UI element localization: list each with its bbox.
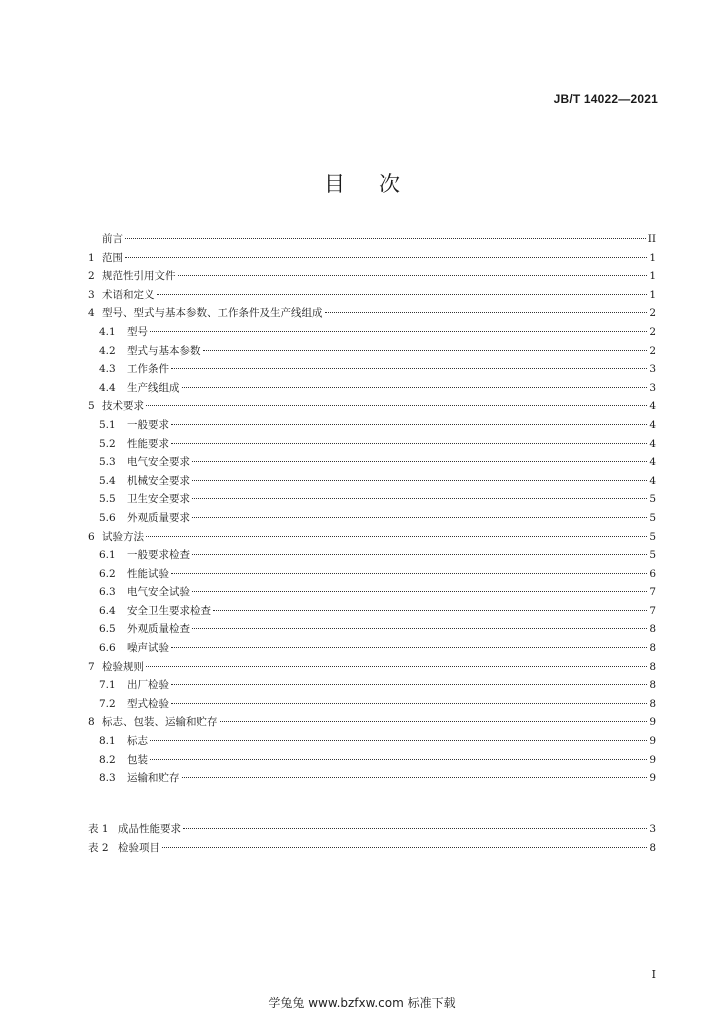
dot-leader <box>146 536 647 537</box>
toc-entry-number: 6.4 <box>99 604 123 617</box>
dot-leader <box>182 387 648 388</box>
page-title: 目次 <box>324 172 434 196</box>
toc-entry-label: 型式与基本参数 <box>127 344 201 357</box>
toc-entry-number: 5.4 <box>99 474 123 487</box>
toc-entry-label: 一般要求 <box>127 418 169 431</box>
toc-entry-label: 前言 <box>102 233 123 245</box>
toc-entry-number: 6.2 <box>99 567 123 580</box>
toc-entry[interactable] <box>88 490 656 509</box>
toc-entry[interactable] <box>88 323 656 342</box>
toc-entry-page: 3 <box>649 823 656 835</box>
dot-leader <box>171 368 647 369</box>
toc-entry-page: 4 <box>649 437 656 450</box>
toc-entry-number: 4.1 <box>99 325 123 338</box>
toc-entry-label: 检验项目 <box>118 841 160 854</box>
toc-entry-number: 5.5 <box>99 493 123 506</box>
toc-entry-page: 2 <box>649 325 656 338</box>
dot-leader <box>182 777 648 778</box>
toc-entry-number: 表 2 <box>88 841 116 854</box>
toc-entry-label: 卫生安全要求 <box>127 493 190 506</box>
toc-entry-page: 9 <box>649 772 656 785</box>
dot-leader <box>171 647 647 648</box>
toc-entry-number: 表 1 <box>88 823 116 835</box>
dot-leader <box>325 312 648 313</box>
toc-entry[interactable] <box>88 676 656 695</box>
toc-entry-label: 噪声试验 <box>127 642 169 655</box>
dot-leader <box>171 424 647 425</box>
list-of-tables <box>88 820 656 857</box>
toc-entry-page: 4 <box>649 456 656 469</box>
dot-leader <box>192 591 647 592</box>
toc-entry[interactable] <box>88 602 656 621</box>
toc-entry-page: 5 <box>649 549 656 562</box>
toc-entry-number: 7.1 <box>99 679 123 692</box>
toc-entry-page: 4 <box>649 474 656 487</box>
toc-entry-label: 规范性引用文件 <box>102 270 176 283</box>
toc-entry-label: 型号、型式与基本参数、工作条件及生产线组成 <box>102 307 323 320</box>
dot-leader <box>203 350 648 351</box>
toc-entry-label: 机械安全要求 <box>127 474 190 487</box>
dot-leader <box>171 684 647 685</box>
toc-entry[interactable] <box>88 435 656 454</box>
toc-entry-number: 8.3 <box>99 772 123 785</box>
dot-leader <box>171 703 647 704</box>
toc-entry-page: 8 <box>649 679 656 692</box>
toc-entry-number: 5 <box>88 400 102 413</box>
toc-entry-number: 6.6 <box>99 642 123 655</box>
dot-leader <box>192 461 647 462</box>
toc-entry-page: 4 <box>649 418 656 431</box>
toc-entry-label: 成品性能要求 <box>118 823 181 835</box>
toc-entry[interactable] <box>88 472 656 491</box>
toc-entry-number: 1 <box>88 251 102 264</box>
toc-entry[interactable] <box>88 267 656 286</box>
dot-leader <box>150 331 647 332</box>
toc-entry-page: 3 <box>649 381 656 394</box>
dot-leader <box>220 721 648 722</box>
dot-leader <box>146 666 647 667</box>
toc-entry-page: 8 <box>649 697 656 710</box>
toc-entry-number: 3 <box>88 288 102 301</box>
toc-entry-label: 工作条件 <box>127 363 169 376</box>
toc-entry-number: 7 <box>88 660 102 673</box>
toc-entry[interactable] <box>88 342 656 361</box>
dot-leader <box>150 759 647 760</box>
toc-entry-label: 试验方法 <box>102 530 144 543</box>
toc-entry-page: 5 <box>649 530 656 543</box>
toc-entry-number: 4.3 <box>99 363 123 376</box>
toc-entry-label: 检验规则 <box>102 660 144 673</box>
toc-entry-label: 性能要求 <box>127 437 169 450</box>
toc-entry-number: 4.2 <box>99 344 123 357</box>
toc-entry-page: 9 <box>649 716 656 729</box>
dot-leader <box>171 573 647 574</box>
toc-entry-label: 电气安全试验 <box>127 586 190 599</box>
toc-entry-number: 5.6 <box>99 511 123 524</box>
table-of-contents <box>88 230 656 788</box>
toc-entry[interactable] <box>88 249 656 268</box>
dot-leader <box>125 257 647 258</box>
toc-entry[interactable] <box>88 620 656 639</box>
footer-watermark: 学兔兔 www.bzfxw.com 标准下载 <box>268 996 456 1010</box>
toc-entry-number: 5.1 <box>99 418 123 431</box>
toc-entry-number: 6.1 <box>99 549 123 562</box>
toc-entry-number: 6.3 <box>99 586 123 599</box>
toc-entry-number: 2 <box>88 270 102 283</box>
toc-entry-number: 4.4 <box>99 381 123 394</box>
toc-entry-page: 8 <box>649 660 656 673</box>
toc-entry-number: 5.3 <box>99 456 123 469</box>
toc-entry-page: 1 <box>649 251 656 264</box>
toc-entry-label: 电气安全要求 <box>127 456 190 469</box>
toc-entry-page: 8 <box>649 841 656 854</box>
toc-entry-number: 7.2 <box>99 697 123 710</box>
toc-entry[interactable] <box>88 453 656 472</box>
toc-entry-label: 外观质量要求 <box>127 511 190 524</box>
toc-entry-page: 2 <box>649 307 656 320</box>
toc-entry-page: 3 <box>649 363 656 376</box>
toc-entry[interactable] <box>88 820 656 839</box>
toc-entry[interactable] <box>88 769 656 788</box>
toc-entry[interactable] <box>88 732 656 751</box>
toc-entry-label: 范围 <box>102 251 123 264</box>
toc-entry-label: 性能试验 <box>127 567 169 580</box>
toc-entry[interactable] <box>88 751 656 770</box>
dot-leader <box>192 480 647 481</box>
toc-entry[interactable] <box>88 379 656 398</box>
dot-leader <box>150 740 647 741</box>
toc-entry-page: 6 <box>649 567 656 580</box>
toc-entry[interactable] <box>88 565 656 584</box>
toc-entry-label: 技术要求 <box>102 400 144 413</box>
standard-number: JB/T 14022—2021 <box>553 92 658 106</box>
toc-entry-page: 1 <box>649 288 656 301</box>
toc-entry-number: 6.5 <box>99 623 123 636</box>
toc-entry-page: 7 <box>649 604 656 617</box>
toc-entry-page: 8 <box>649 642 656 655</box>
toc-entry[interactable] <box>88 546 656 565</box>
toc-entry-number: 8.1 <box>99 735 123 748</box>
dot-leader <box>213 610 647 611</box>
toc-entry-page: 8 <box>649 623 656 636</box>
toc-entry-label: 标志、包装、运输和贮存 <box>102 716 218 729</box>
dot-leader <box>146 405 647 406</box>
toc-entry-label: 包装 <box>127 753 148 766</box>
toc-entry[interactable] <box>88 304 656 323</box>
toc-entry-label: 运输和贮存 <box>127 772 180 785</box>
toc-entry[interactable] <box>88 639 656 658</box>
toc-entry-label: 生产线组成 <box>127 381 180 394</box>
toc-entry[interactable] <box>88 528 656 547</box>
toc-entry-number: 5.2 <box>99 437 123 450</box>
dot-leader <box>157 294 648 295</box>
toc-entry-label: 出厂检验 <box>127 679 169 692</box>
toc-entry-number: 6 <box>88 530 102 543</box>
toc-entry[interactable] <box>88 286 656 305</box>
toc-entry-number: 4 <box>88 307 102 320</box>
toc-entry-label: 术语和定义 <box>102 288 155 301</box>
dot-leader <box>178 275 648 276</box>
dot-leader <box>183 828 647 829</box>
toc-entry-page: 5 <box>649 511 656 524</box>
toc-entry-page: 9 <box>649 735 656 748</box>
toc-entry[interactable] <box>88 416 656 435</box>
toc-entry[interactable] <box>88 230 656 249</box>
dot-leader <box>162 847 647 848</box>
toc-entry[interactable] <box>88 583 656 602</box>
dot-leader <box>125 238 646 239</box>
toc-entry[interactable] <box>88 509 656 528</box>
dot-leader <box>192 628 647 629</box>
toc-entry[interactable] <box>88 695 656 714</box>
toc-entry-page: II <box>647 233 656 245</box>
toc-entry-number: 8 <box>88 716 102 729</box>
toc-entry[interactable] <box>88 360 656 379</box>
toc-entry-label: 外观质量检查 <box>127 623 190 636</box>
dot-leader <box>171 443 647 444</box>
toc-entry-label: 型号 <box>127 325 148 338</box>
toc-entry-page: 7 <box>649 586 656 599</box>
toc-entry-page: 2 <box>649 344 656 357</box>
toc-entry-page: 5 <box>649 493 656 506</box>
toc-entry-page: 4 <box>649 400 656 413</box>
toc-entry[interactable] <box>88 397 656 416</box>
toc-entry-label: 型式检验 <box>127 697 169 710</box>
toc-entry-page: 1 <box>649 270 656 283</box>
toc-entry-label: 标志 <box>127 735 148 748</box>
toc-entry-label: 一般要求检查 <box>127 549 190 562</box>
toc-entry[interactable] <box>88 713 656 732</box>
toc-entry[interactable] <box>88 658 656 677</box>
dot-leader <box>192 554 647 555</box>
toc-entry-label: 安全卫生要求检查 <box>127 604 211 617</box>
toc-entry[interactable] <box>88 839 656 858</box>
page-number: I <box>651 968 656 981</box>
toc-entry-number: 8.2 <box>99 753 123 766</box>
dot-leader <box>192 517 647 518</box>
toc-entry-page: 9 <box>649 753 656 766</box>
dot-leader <box>192 498 647 499</box>
